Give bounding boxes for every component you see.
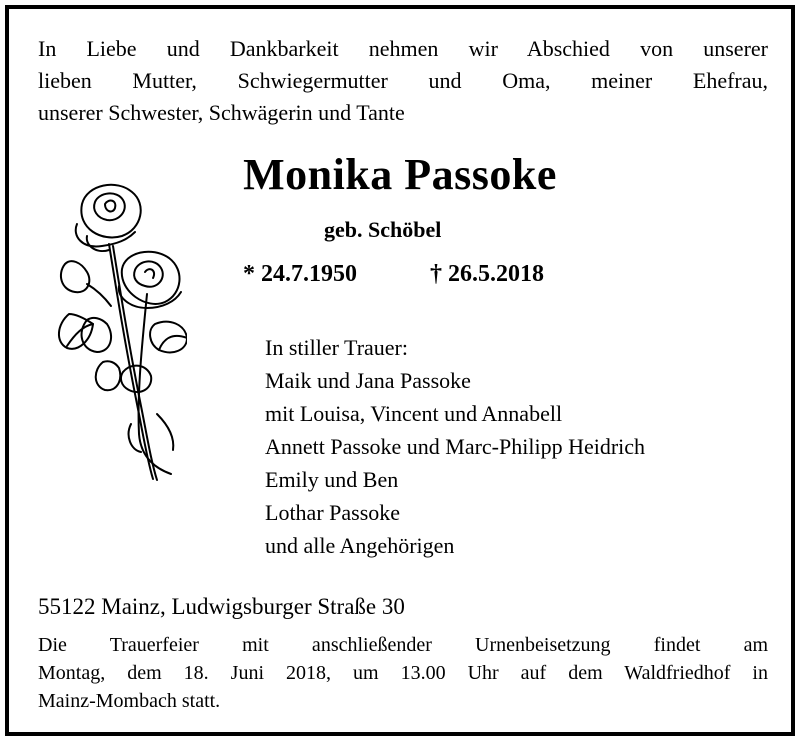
intro-line: lieben Mutter, Schwiegermutter und Oma, meiner Ehefrau, xyxy=(38,68,768,93)
mourners-heading: In stiller Trauer: xyxy=(265,335,408,360)
intro-text xyxy=(38,33,768,129)
rose-icon xyxy=(47,174,187,489)
ceremony-text xyxy=(38,631,768,715)
ceremony-line: Die Trauerfeier mit anschließender Urnenbeisetzung findet am xyxy=(38,634,768,656)
intro-line: unserer Schwester, Schwägerin und Tante xyxy=(38,100,405,125)
address: 55122 Mainz, Ludwigsburger Straße 30 xyxy=(38,594,405,619)
mourners-list xyxy=(265,331,645,562)
birth-date: * 24.7.1950 xyxy=(243,261,357,287)
mourner-line: Maik und Jana Passoke xyxy=(265,368,471,393)
obituary-notice xyxy=(5,5,795,736)
deceased-name: Monika Passoke xyxy=(243,150,557,199)
maiden-name: geb. Schöbel xyxy=(324,217,442,242)
mourner-line: mit Louisa, Vincent und Annabell xyxy=(265,401,563,426)
death-date: † 26.5.2018 xyxy=(430,261,544,287)
ceremony-line: Montag, dem 18. Juni 2018, um 13.00 Uhr auf dem Waldfriedhof in xyxy=(38,662,768,684)
intro-line: In Liebe und Dankbarkeit nehmen wir Abschied von unserer xyxy=(38,36,768,61)
mourner-line: Lothar Passoke xyxy=(265,500,401,525)
ceremony-line: Mainz-Mombach statt. xyxy=(38,690,221,712)
mourner-line: und alle Angehörigen xyxy=(265,533,455,558)
mourner-line: Annett Passoke und Marc-Philipp Heidrich xyxy=(265,434,646,459)
mourner-line: Emily und Ben xyxy=(265,467,399,492)
